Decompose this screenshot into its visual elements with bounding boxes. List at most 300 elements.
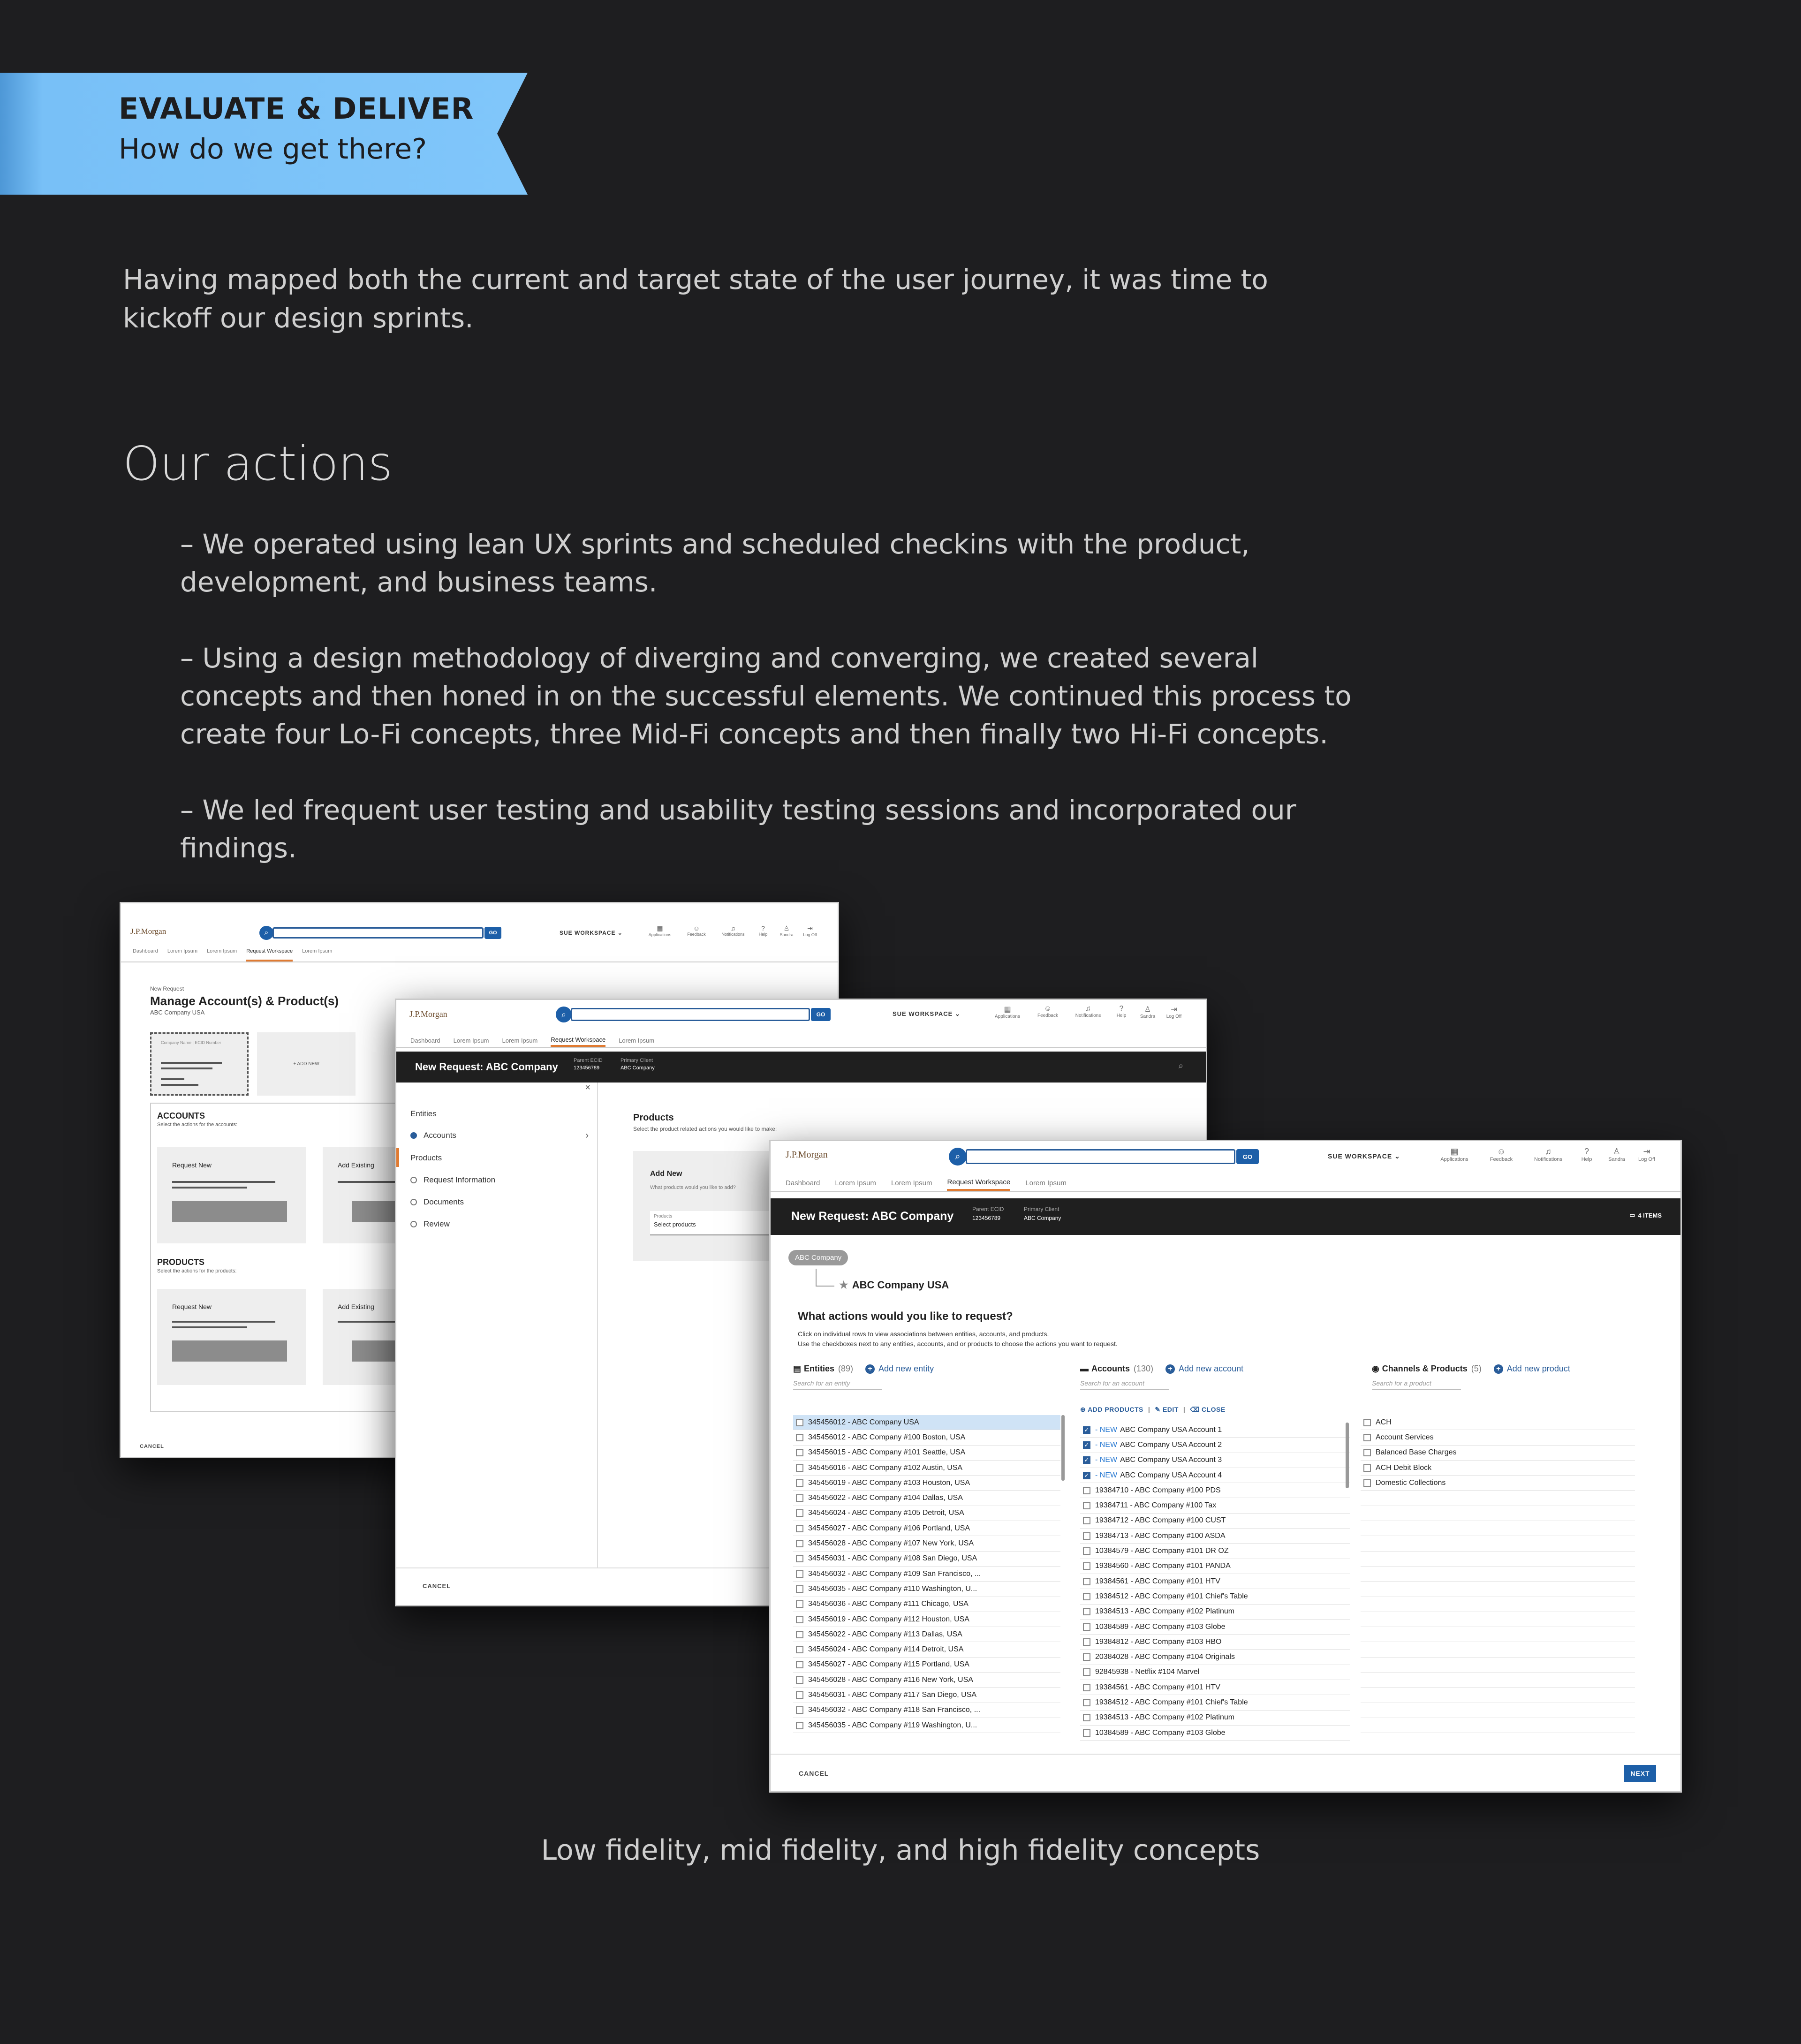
row-label: 345456027 - ABC Company #115 Portland, USA (808, 1660, 969, 1669)
entity-row[interactable] (793, 1491, 1060, 1506)
feedback-icon: ☺ (1497, 1147, 1506, 1156)
placeholder-button (172, 1201, 287, 1222)
row-label: 92845938 - Netflix #104 Marvel (1095, 1668, 1200, 1676)
accounts-heading: ACCOUNTS (157, 1111, 205, 1120)
entity-row[interactable] (793, 1612, 1060, 1627)
global-search (949, 1148, 1259, 1166)
applications-link[interactable] (642, 924, 678, 937)
row-checkbox[interactable] (1363, 1434, 1371, 1441)
cancel-button[interactable]: CANCEL (423, 1582, 451, 1590)
row-label: 345456015 - ABC Company #101 Seattle, USA (808, 1448, 966, 1457)
row-checkbox[interactable] (796, 1616, 803, 1623)
accounts-column (1080, 1364, 1352, 1414)
search-input[interactable] (571, 1008, 810, 1021)
user-link[interactable] (1135, 1005, 1161, 1019)
plus-icon: + (1494, 1364, 1503, 1374)
intro-paragraph: Having mapped both the current and target state of the user journey, it was time to kickoff our design sprints. (123, 264, 1268, 334)
row-checkbox[interactable] (796, 1555, 803, 1562)
row-label: 10384589 - ABC Company #103 Globe (1095, 1728, 1226, 1737)
help-icon: ? (761, 924, 765, 932)
search-input[interactable] (966, 1149, 1235, 1164)
card-question: What products would you like to add? (650, 1185, 736, 1190)
icon-label: Applications (1440, 1157, 1468, 1162)
top-icons (1431, 1147, 1662, 1162)
close-action[interactable] (1190, 1406, 1225, 1414)
hifi-screen (769, 1140, 1682, 1793)
logoff-icon: ⇥ (1171, 1006, 1177, 1014)
empty-row (1361, 1491, 1635, 1506)
tree-connector (816, 1269, 834, 1287)
step-request-information[interactable] (410, 1175, 495, 1185)
product-row[interactable] (1361, 1446, 1635, 1461)
meta-label: Primary Client (1024, 1206, 1059, 1212)
row-label: 345456032 - ABC Company #118 San Francisco, ... (808, 1706, 981, 1714)
product-row[interactable] (1361, 1415, 1635, 1430)
entity-row[interactable] (793, 1582, 1060, 1597)
row-checkbox[interactable] (1083, 1714, 1090, 1721)
account-row[interactable] (1080, 1529, 1350, 1544)
row-checkbox[interactable] (796, 1449, 803, 1456)
empty-row (1361, 1506, 1635, 1521)
grid-icon: ▦ (657, 924, 663, 932)
logoff-link[interactable] (1632, 1147, 1662, 1162)
items-cart[interactable] (1629, 1211, 1662, 1219)
product-row[interactable] (1361, 1430, 1635, 1445)
column-label: Channels & Products (1382, 1364, 1468, 1373)
card-title: Request New (172, 1303, 212, 1310)
row-label: Account Services (1376, 1433, 1434, 1441)
company-pill[interactable]: ABC Company (788, 1250, 848, 1265)
account-row[interactable] (1080, 1695, 1350, 1710)
help-text-1: Click on individual rows to view associations between entities, accounts, and products. (798, 1330, 1049, 1338)
row-checkbox[interactable] (796, 1661, 803, 1668)
row-checkbox[interactable] (796, 1676, 803, 1684)
entity-row[interactable] (793, 1536, 1060, 1551)
account-row[interactable] (1080, 1650, 1350, 1665)
pencil-icon: ✎ (1155, 1406, 1161, 1413)
entity-row[interactable] (793, 1567, 1060, 1582)
product-row[interactable] (1361, 1476, 1635, 1491)
empty-row (1361, 1658, 1635, 1673)
cancel-button[interactable]: CANCEL (799, 1770, 829, 1777)
jpmorgan-logo: J.P.Morgan (130, 927, 166, 936)
row-label: 345456035 - ABC Company #119 Washington, U... (808, 1721, 977, 1729)
row-checkbox[interactable] (796, 1631, 803, 1638)
go-button[interactable]: GO (811, 1008, 831, 1021)
search-icon[interactable]: ⌕ (1178, 1061, 1183, 1070)
add-account-link[interactable] (1165, 1364, 1243, 1374)
workspace-label: SUE WORKSPACE (1328, 1152, 1392, 1160)
entity-row[interactable] (793, 1430, 1060, 1445)
row-checkbox[interactable] (796, 1419, 803, 1426)
search-icon[interactable]: ⌕ (949, 1148, 967, 1166)
entity-row[interactable] (793, 1718, 1060, 1733)
tab-request-workspace[interactable]: Request Workspace (246, 948, 293, 961)
user-link[interactable] (775, 924, 798, 937)
placeholder-line (172, 1181, 275, 1183)
icon-label: Log Off (803, 932, 817, 937)
help-link[interactable] (1572, 1147, 1602, 1162)
row-checkbox[interactable] (1083, 1729, 1090, 1737)
help-icon: ? (1584, 1147, 1589, 1156)
add-products-action[interactable] (1080, 1406, 1143, 1414)
row-checkbox[interactable] (1083, 1562, 1090, 1570)
workspace-selector[interactable] (893, 1010, 961, 1018)
column-count: (130) (1134, 1364, 1154, 1373)
empty-row (1361, 1642, 1635, 1657)
help-text-2: Use the checkboxes next to any entities, accounts, and or products to choose the actions you want to request. (798, 1340, 1118, 1348)
tab-lorem-1[interactable]: Lorem Ipsum (453, 1037, 489, 1044)
product-list (1361, 1415, 1635, 1733)
products-subtext: Select the actions for the products: (157, 1268, 237, 1274)
feedback-link[interactable] (1028, 1005, 1068, 1019)
notifications-link[interactable] (1068, 1005, 1108, 1019)
row-checkbox[interactable]: ✓ (1083, 1472, 1090, 1479)
action-label: CLOSE (1201, 1406, 1226, 1413)
entity-scrollbar[interactable] (1061, 1415, 1065, 1481)
grid-icon: ▦ (1004, 1006, 1011, 1014)
tab-request-workspace[interactable]: Request Workspace (551, 1036, 605, 1047)
row-checkbox[interactable] (1083, 1502, 1090, 1509)
edit-action[interactable] (1155, 1406, 1179, 1414)
add-label: Add new entity (878, 1364, 934, 1373)
notifications-link[interactable] (715, 924, 751, 937)
row-label: 20384028 - ABC Company #104 Originals (1095, 1653, 1235, 1661)
row-checkbox[interactable] (1083, 1487, 1090, 1494)
entity-row[interactable] (793, 1597, 1060, 1612)
products-request-new-card[interactable] (157, 1289, 306, 1385)
company-child[interactable] (839, 1279, 949, 1291)
entity-row[interactable] (793, 1461, 1060, 1476)
search-input[interactable] (272, 927, 484, 939)
row-checkbox[interactable] (796, 1722, 803, 1729)
tab-lorem-1[interactable]: Lorem Ipsum (167, 948, 198, 954)
bell-icon: ♫ (1085, 1005, 1091, 1013)
account-row[interactable] (1080, 1680, 1350, 1695)
help-link[interactable] (1108, 1005, 1135, 1019)
chevron-down-icon: ⌄ (954, 1010, 961, 1017)
account-row[interactable] (1080, 1726, 1350, 1741)
new-tag: - NEW (1095, 1471, 1118, 1479)
product-search-input[interactable]: Search for a product (1372, 1379, 1461, 1390)
accounts-subtext: Select the actions for the accounts: (157, 1122, 238, 1128)
row-label: 19384812 - ABC Company #103 HBO (1095, 1637, 1222, 1646)
workspace-selector[interactable] (560, 930, 623, 936)
products-column (1372, 1364, 1649, 1390)
row-checkbox[interactable] (796, 1494, 803, 1502)
feedback-link[interactable] (1478, 1147, 1525, 1162)
row-checkbox[interactable] (796, 1706, 803, 1714)
help-link[interactable] (751, 924, 775, 937)
account-row[interactable] (1080, 1711, 1350, 1726)
row-checkbox[interactable] (1363, 1449, 1371, 1456)
row-checkbox[interactable] (796, 1540, 803, 1547)
add-product-link[interactable] (1494, 1364, 1570, 1374)
step-accounts[interactable] (410, 1131, 589, 1140)
row-checkbox[interactable] (1083, 1684, 1090, 1691)
placeholder-line (161, 1067, 212, 1069)
accounts-request-new-card[interactable] (157, 1147, 306, 1243)
go-button[interactable]: GO (484, 927, 501, 939)
row-label: ABC Company USA Account 1 (1120, 1425, 1222, 1434)
company-card[interactable] (150, 1032, 249, 1096)
request-title: New Request: ABC Company (415, 1061, 558, 1073)
row-checkbox[interactable] (796, 1525, 803, 1532)
meta-label: Primary Client (621, 1058, 653, 1063)
entity-row[interactable] (793, 1506, 1060, 1521)
row-checkbox[interactable] (796, 1646, 803, 1653)
entity-row[interactable] (793, 1688, 1060, 1703)
primary-client (621, 1058, 655, 1071)
row-checkbox[interactable] (1083, 1578, 1090, 1585)
meta-value: 123456789 (972, 1215, 1001, 1221)
step-label: Review (424, 1219, 450, 1228)
add-entity-link[interactable] (865, 1364, 934, 1374)
tab-lorem-3[interactable]: Lorem Ipsum (302, 948, 333, 954)
account-row[interactable] (1080, 1665, 1350, 1680)
entity-row[interactable] (793, 1673, 1060, 1688)
column-label: Entities (804, 1364, 835, 1373)
row-label: 345456024 - ABC Company #114 Detroit, USA (808, 1645, 964, 1654)
row-label: 345456024 - ABC Company #105 Detroit, USA (808, 1509, 964, 1517)
row-checkbox[interactable] (1083, 1517, 1090, 1524)
empty-row (1361, 1567, 1635, 1582)
next-button[interactable]: NEXT (1624, 1765, 1656, 1782)
cancel-button[interactable]: CANCEL (140, 1444, 164, 1449)
step-products[interactable]: Products (410, 1153, 442, 1162)
entity-row[interactable] (793, 1476, 1060, 1491)
row-checkbox[interactable] (796, 1585, 803, 1593)
entity-search-input[interactable]: Search for an entity (793, 1379, 882, 1390)
tab-lorem-3[interactable]: Lorem Ipsum (1025, 1179, 1067, 1187)
jpmorgan-logo: J.P.Morgan (409, 1009, 447, 1019)
entity-row[interactable] (793, 1642, 1060, 1657)
entity-row[interactable] (793, 1627, 1060, 1642)
add-new-products-card[interactable] (633, 1151, 788, 1261)
row-checkbox[interactable] (796, 1479, 803, 1487)
tab-lorem-2[interactable]: Lorem Ipsum (502, 1037, 538, 1044)
search-icon[interactable]: ⌕ (259, 926, 273, 940)
action-item: – We operated using lean UX sprints and scheduled checkins with the product, development, and business teams. (180, 528, 1250, 598)
workspace-selector[interactable] (1328, 1152, 1400, 1160)
tab-lorem-2[interactable]: Lorem Ipsum (891, 1179, 932, 1187)
active-step-indicator (396, 1148, 399, 1167)
action-label: ADD PRODUCTS (1088, 1406, 1143, 1413)
entity-row[interactable] (793, 1658, 1060, 1673)
row-checkbox[interactable] (796, 1464, 803, 1472)
account-row[interactable] (1080, 1559, 1350, 1574)
action-item: – We led frequent user testing and usability testing sessions and incorporated our findings. (180, 794, 1296, 864)
step-entities[interactable]: Entities (410, 1109, 437, 1118)
user-icon: ♙ (1144, 1006, 1151, 1014)
action-label: EDIT (1162, 1406, 1179, 1413)
row-checkbox[interactable] (796, 1570, 803, 1578)
tab-lorem-2[interactable]: Lorem Ipsum (207, 948, 237, 954)
icon-label: Notifications (721, 932, 745, 937)
row-checkbox[interactable] (796, 1600, 803, 1608)
row-checkbox[interactable] (1363, 1419, 1371, 1426)
figure-caption: Low fidelity, mid fidelity, and high fidelity concepts (541, 1834, 1260, 1867)
user-icon: ♙ (783, 924, 790, 932)
row-checkbox[interactable]: ✓ (1083, 1426, 1090, 1434)
row-label: 345456019 - ABC Company #103 Houston, USA (808, 1478, 970, 1487)
row-checkbox[interactable] (1083, 1653, 1090, 1661)
empty-row (1361, 1627, 1635, 1642)
add-label: Add new account (1179, 1364, 1244, 1373)
chevron-down-icon: ⌄ (1394, 1152, 1400, 1160)
go-button[interactable]: GO (1236, 1149, 1259, 1164)
row-label: 345456032 - ABC Company #109 San Francisco, ... (808, 1569, 981, 1578)
icon-label: Applications (995, 1014, 1020, 1019)
grid-icon: ▦ (1450, 1147, 1459, 1156)
logoff-link[interactable] (798, 924, 822, 937)
icon-label: Notifications (1075, 1013, 1101, 1018)
row-checkbox[interactable] (1083, 1608, 1090, 1615)
entity-row[interactable] (793, 1703, 1060, 1718)
actions-list (180, 525, 1371, 905)
account-row[interactable] (1080, 1438, 1350, 1453)
search-icon[interactable]: ⌕ (556, 1007, 572, 1022)
steps-sidebar (396, 1083, 598, 1570)
nav-tabs (121, 948, 838, 962)
icon-label: Sandra (1140, 1014, 1156, 1019)
account-row[interactable] (1080, 1483, 1350, 1498)
request-header-bar (396, 1052, 1206, 1083)
row-label: ACH (1376, 1418, 1392, 1426)
tab-request-workspace[interactable]: Request Workspace (947, 1178, 1010, 1191)
row-label: 19384710 - ABC Company #100 PDS (1095, 1486, 1221, 1494)
row-checkbox[interactable] (1083, 1532, 1090, 1540)
step-label: Accounts (424, 1131, 456, 1140)
chevron-right-icon: › (585, 1130, 589, 1141)
account-row[interactable] (1080, 1514, 1350, 1529)
tab-lorem-1[interactable]: Lorem Ipsum (835, 1179, 876, 1187)
row-checkbox[interactable] (1083, 1638, 1090, 1646)
row-checkbox[interactable] (1083, 1547, 1090, 1555)
tab-lorem-3[interactable]: Lorem Ipsum (619, 1037, 655, 1044)
empty-row (1361, 1552, 1635, 1567)
notifications-link[interactable] (1525, 1147, 1572, 1162)
placeholder-line (161, 1084, 198, 1086)
account-row[interactable] (1080, 1635, 1350, 1650)
product-row[interactable] (1361, 1461, 1635, 1476)
row-checkbox[interactable] (1083, 1699, 1090, 1706)
applications-link[interactable] (1431, 1147, 1478, 1162)
workspace-label: SUE WORKSPACE (560, 930, 616, 936)
logoff-link[interactable] (1161, 1005, 1187, 1019)
empty-row (1361, 1536, 1635, 1551)
row-checkbox[interactable] (1083, 1668, 1090, 1676)
entity-row[interactable] (793, 1446, 1060, 1461)
placeholder-line (172, 1187, 247, 1189)
row-label: 19384561 - ABC Company #101 HTV (1095, 1577, 1220, 1585)
account-row[interactable] (1080, 1544, 1350, 1559)
tab-dashboard[interactable]: Dashboard (786, 1179, 820, 1187)
row-checkbox[interactable] (796, 1691, 803, 1699)
meta-label: Parent ECID (972, 1206, 1004, 1212)
icon-label: Feedback (1490, 1157, 1513, 1162)
row-label: 19384713 - ABC Company #100 ASDA (1095, 1531, 1226, 1540)
account-row[interactable] (1080, 1574, 1350, 1589)
feedback-link[interactable] (678, 924, 715, 937)
row-checkbox[interactable]: ✓ (1083, 1456, 1090, 1464)
account-row[interactable] (1080, 1620, 1350, 1635)
row-label: ABC Company USA Account 4 (1120, 1471, 1222, 1479)
row-label: 10384579 - ABC Company #101 DR OZ (1095, 1547, 1229, 1555)
row-label: 345456028 - ABC Company #107 New York, USA (808, 1539, 974, 1548)
jpmorgan-logo: J.P.Morgan (786, 1150, 828, 1160)
entity-list (793, 1415, 1060, 1733)
icon-label: Notifications (1534, 1157, 1562, 1162)
request-header-bar (771, 1198, 1680, 1235)
user-link[interactable] (1602, 1147, 1632, 1162)
account-search-input[interactable]: Search for an account (1080, 1379, 1169, 1390)
tab-dashboard[interactable]: Dashboard (133, 948, 158, 954)
row-checkbox[interactable] (796, 1434, 803, 1441)
empty-row (1361, 1612, 1635, 1627)
channel-icon: ◉ (1372, 1364, 1379, 1373)
feedback-icon: ☺ (693, 924, 700, 932)
plus-icon: + (865, 1364, 875, 1374)
actions-question: What actions would you like to request? (798, 1310, 1013, 1323)
step-review[interactable] (410, 1219, 450, 1229)
field-value: Select products (654, 1221, 696, 1228)
row-label: 345456012 - ABC Company #100 Boston, USA (808, 1433, 966, 1441)
placeholder-line (161, 1062, 222, 1064)
add-new-card[interactable]: + ADD NEW (257, 1032, 356, 1096)
meta-value: 123456789 (574, 1065, 600, 1071)
new-tag: - NEW (1095, 1456, 1118, 1464)
account-row[interactable] (1080, 1453, 1350, 1468)
section-subtitle: How do we get there? (119, 133, 427, 166)
placeholder-button (172, 1340, 287, 1362)
icon-label: Help (1581, 1157, 1592, 1162)
parent-ecid (972, 1206, 1004, 1221)
request-title: New Request: ABC Company (791, 1210, 954, 1223)
products-subtext: Select the product related actions you would like to make: (633, 1126, 777, 1132)
applications-link[interactable] (987, 1005, 1028, 1019)
entity-row[interactable] (793, 1552, 1060, 1567)
page-pretitle: New Request (150, 985, 184, 992)
row-checkbox[interactable] (1083, 1593, 1090, 1600)
account-row[interactable] (1080, 1589, 1350, 1604)
account-row[interactable] (1080, 1498, 1350, 1513)
account-row[interactable] (1080, 1605, 1350, 1620)
row-label: 345456022 - ABC Company #104 Dallas, USA (808, 1494, 963, 1502)
entity-row[interactable] (793, 1521, 1060, 1536)
step-documents[interactable] (410, 1197, 464, 1207)
row-checkbox[interactable] (796, 1509, 803, 1517)
account-row[interactable] (1080, 1468, 1350, 1483)
company-name: ABC Company USA (150, 1009, 205, 1016)
row-checkbox[interactable] (1363, 1479, 1371, 1487)
card-title: Add New (650, 1170, 682, 1178)
circle-icon (410, 1177, 417, 1183)
entity-row[interactable] (793, 1415, 1060, 1430)
tab-dashboard[interactable]: Dashboard (410, 1037, 440, 1044)
account-scrollbar[interactable] (1346, 1423, 1349, 1488)
action-item: – Using a design methodology of diverging and converging, we created several concepts and then honed in on the successful elements. We continued this process to create four Lo-Fi concepts, three Mid-Fi concepts and then finally two Hi-Fi concepts. (180, 642, 1352, 750)
row-checkbox[interactable] (1083, 1623, 1090, 1631)
card-title: Add Existing (338, 1303, 374, 1310)
row-label: 345456019 - ABC Company #112 Houston, USA (808, 1615, 969, 1623)
row-checkbox[interactable]: ✓ (1083, 1441, 1090, 1449)
row-checkbox[interactable] (1363, 1464, 1371, 1472)
card-title: Request New (172, 1161, 212, 1169)
account-row[interactable] (1080, 1423, 1350, 1438)
empty-row (1361, 1718, 1635, 1733)
close-icon[interactable]: × (585, 1083, 590, 1093)
